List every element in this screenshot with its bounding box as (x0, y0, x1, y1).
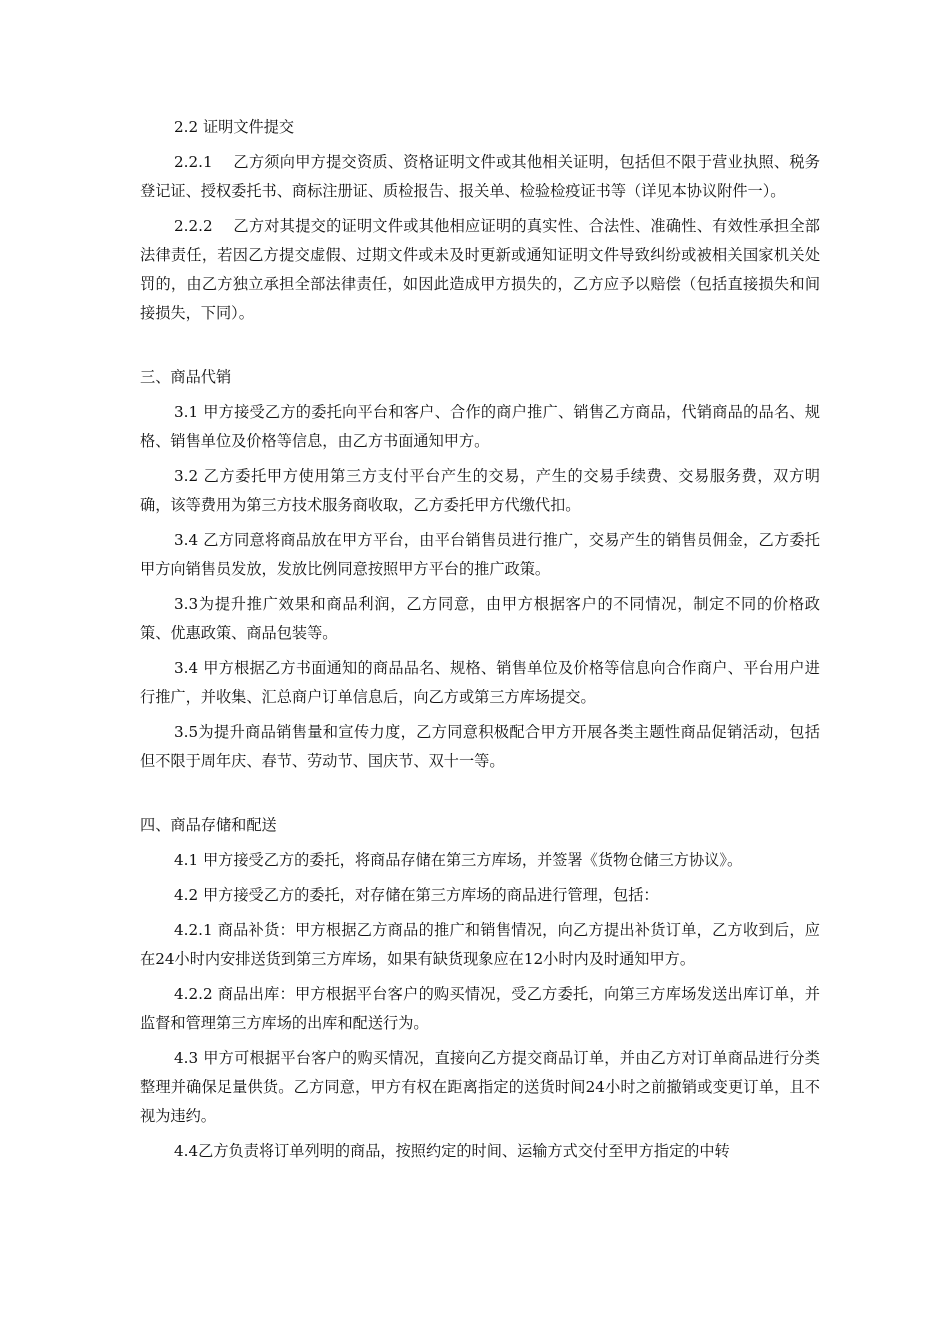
clause-4-2-2: 4.2.2 商品出库：甲方根据平台客户的购买情况，受乙方委托，向第三方库场发送出库订单，并监督和管理第三方库场的出库和配送行为。 (140, 985, 820, 1032)
clause-4-1: 4.1 甲方接受乙方的委托，将商品存储在第三方库场，并签署《货物仓储三方协议》。 (174, 851, 743, 869)
section-spacer (140, 334, 820, 363)
clause-3-4-b: 3.4 甲方根据乙方书面通知的商品品名、规格、销售单位及价格等信息向合作商户、平台用户进行推广，并收集、汇总商户订单信息后，向乙方或第三方库场提交。 (140, 659, 820, 706)
clause-4-3: 4.3 甲方可根据平台客户的购买情况，直接向乙方提交商品订单，并由乙方对订单商品进行分类整理并确保足量供货。乙方同意，甲方有权在距离指定的送货时间24小时之前撤销或变更订单，且不视为违约。 (140, 1049, 820, 1125)
clause-2-2-1: 2.2.1 乙方须向甲方提交资质、资格证明文件或其他相关证明，包括但不限于营业执照、税务登记证、授权委托书、商标注册证、质检报告、报关单、检验检疫证书等（详见本协议附件一）。 (140, 153, 820, 200)
document-body (140, 113, 820, 1172)
clause-3-2: 3.2 乙方委托甲方使用第三方支付平台产生的交易，产生的交易手续费、交易服务费，双方明确，该等费用为第三方技术服务商收取，乙方委托甲方代缴代扣。 (140, 467, 820, 514)
clause-2-2-2: 2.2.2 乙方对其提交的证明文件或其他相应证明的真实性、合法性、准确性、有效性承担全部法律责任，若因乙方提交虚假、过期文件或未及时更新或通知证明文件导致纠纷或被相关国家机关处罚的，由乙方独立承担全部法律责任，如因此造成甲方损失的，乙方应予以赔偿（包括直接损失和间接损失，下同）。 (140, 217, 820, 322)
clause-4-4: 4.4乙方负责将订单列明的商品，按照约定的时间、运输方式交付至甲方指定的中转 (174, 1142, 730, 1160)
clause-4-2: 4.2 甲方接受乙方的委托，对存储在第三方库场的商品进行管理，包括： (174, 886, 659, 904)
section-4-heading: 四、商品存储和配送 (140, 816, 277, 834)
section-spacer (140, 782, 820, 811)
clause-4-2-1: 4.2.1 商品补货：甲方根据乙方商品的推广和销售情况，向乙方提出补货订单，乙方收到后，应在24小时内安排送货到第三方库场，如果有缺货现象应在12小时内及时通知甲方。 (140, 921, 820, 968)
clause-2-2-heading: 2.2 证明文件提交 (174, 118, 295, 136)
clause-3-5: 3.5为提升商品销售量和宣传力度，乙方同意积极配合甲方开展各类主题性商品促销活动，包括但不限于周年庆、春节、劳动节、国庆节、双十一等。 (140, 723, 820, 770)
clause-3-3: 3.3为提升推广效果和商品利润，乙方同意，由甲方根据客户的不同情况，制定不同的价格政策、优惠政策、商品包装等。 (140, 595, 820, 642)
clause-3-4-a: 3.4 乙方同意将商品放在甲方平台，由平台销售员进行推广，交易产生的销售员佣金，乙方委托甲方向销售员发放，发放比例同意按照甲方平台的推广政策。 (140, 531, 820, 578)
clause-3-1: 3.1 甲方接受乙方的委托向平台和客户、合作的商户推广、销售乙方商品，代销商品的品名、规格、销售单位及价格等信息，由乙方书面通知甲方。 (140, 403, 820, 450)
section-3-heading: 三、商品代销 (140, 368, 232, 386)
